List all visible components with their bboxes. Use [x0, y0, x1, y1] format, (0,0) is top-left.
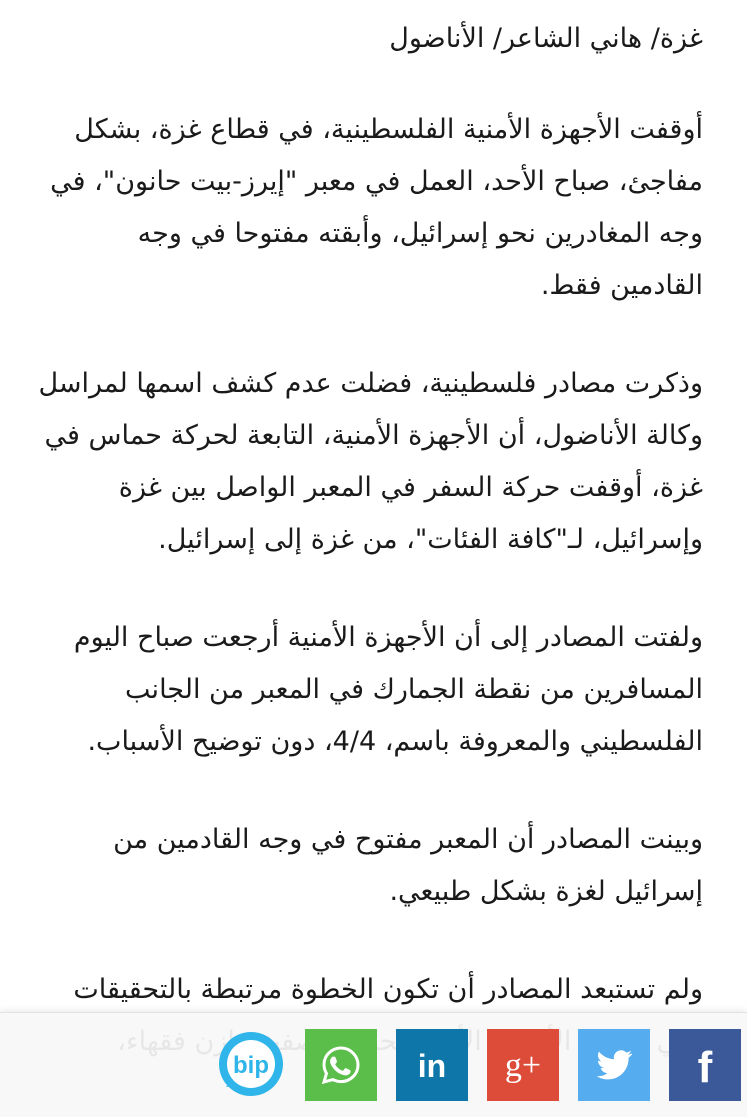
article-paragraph-2: وذكرت مصادر فلسطينية، فضلت عدم كشف اسمها لمراسل وكالة الأناضول، أن الأجهزة الأمنية، التابعة لحركة حماس في غزة، أوقفت حركة السفر في المعبر الواصل بين غزة وإسرائيل، لـ"كافة الفئات"، من غزة إلى إسرائيل. — [38, 368, 703, 555]
twitter-icon — [578, 1029, 650, 1101]
article-paragraph-4: وبينت المصادر أن المعبر مفتوح في وجه القادمين من إسرائيل لغزة بشكل طبيعي. — [113, 824, 703, 907]
share-bar — [0, 1012, 747, 1117]
bip-share-button[interactable] — [214, 1029, 286, 1101]
linkedin-glyph: in — [417, 1048, 447, 1084]
twitter-share-button[interactable] — [578, 1029, 650, 1101]
linkedin-icon — [396, 1029, 468, 1101]
google-plus-icon — [487, 1029, 559, 1101]
article-byline: غزة/ هاني الشاعر/ الأناضول — [389, 23, 703, 54]
whatsapp-icon — [305, 1029, 377, 1101]
facebook-share-button[interactable] — [669, 1029, 741, 1101]
article-paragraph-5: ولم تستبعد المصادر أن تكون الخطوة مرتبطة بالتحقيقات — [73, 974, 703, 1005]
facebook-icon — [669, 1029, 741, 1101]
bip-glyph: bip — [233, 1052, 269, 1079]
bip-icon — [214, 1029, 286, 1101]
facebook-glyph: f — [697, 1043, 713, 1092]
article-paragraph-3: ولفتت المصادر إلى أن الأجهزة الأمنية أرجعت صباح اليوم المسافرين من نقطة الجمارك في المعبر من الجانب الفلسطيني والمعروفة باسم، 4/4، دون توضيح الأسباب. — [73, 622, 703, 757]
google-plus-share-button[interactable] — [487, 1029, 559, 1101]
whatsapp-share-button[interactable] — [305, 1029, 377, 1101]
article-paragraph-1: أوقفت الأجهزة الأمنية الفلسطينية، في قطاع غزة، بشكل مفاجئ، صباح الأحد، العمل في معبر "إيرز-بيت حانون"، في وجه المغادرين نحو إسرائيل، وأبقته مفتوحا في وجه القادمين فقط. — [50, 114, 703, 301]
google-plus-glyph: g+ — [504, 1047, 542, 1084]
linkedin-share-button[interactable] — [396, 1029, 468, 1101]
